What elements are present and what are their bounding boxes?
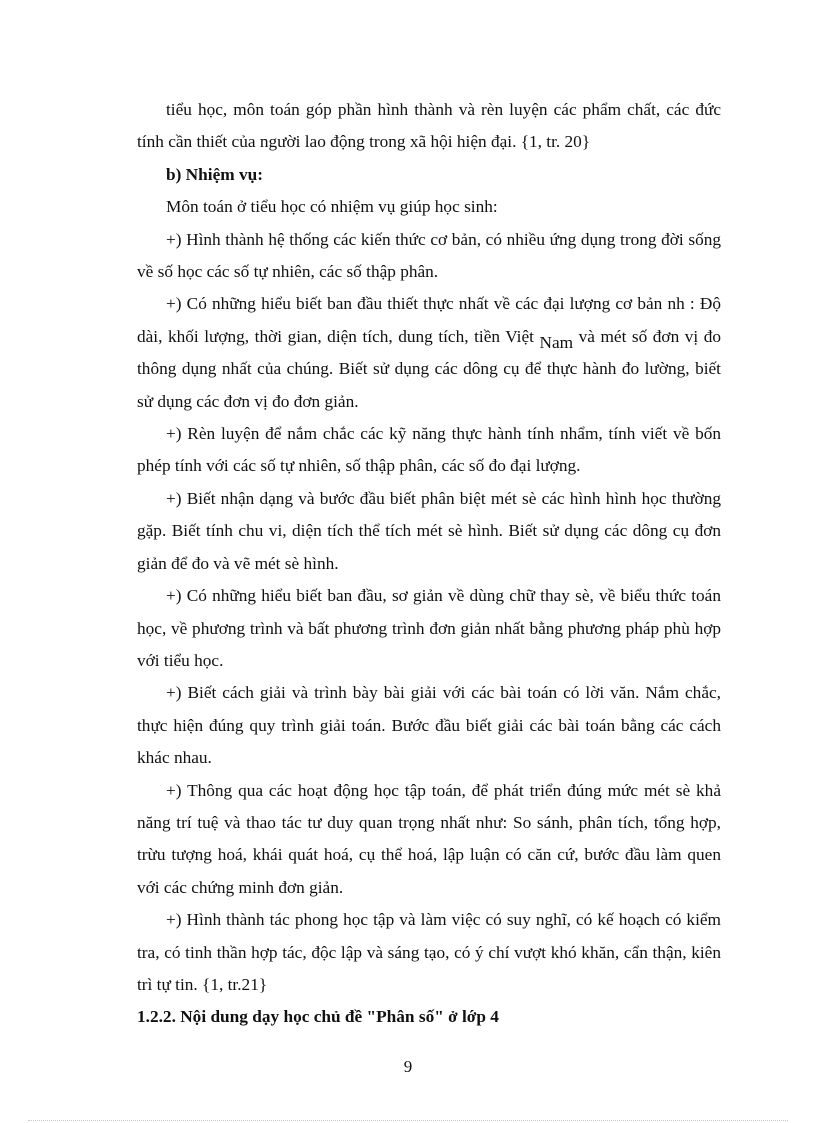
task-item-word-problems: +) Biết cách giải và trình bày bài giải với các bài toán có lời văn. Nắm chắc, thực hiện đúng quy trình giải toán. Bước đầu biết giải các bài toán bằng các cách khác nhau.	[137, 683, 721, 768]
subheading-tasks: b) Nhiệm vụ:	[166, 164, 263, 184]
section-heading-1-2-2: 1.2.2. Nội dung dạy học chủ đề "Phân số" ở lớp 4	[137, 1007, 499, 1027]
task-item-quantities-text-1: +) Có những hiểu biết ban đầu thiết thực nhất về các đại lượng cơ bản nh : Độ dài, khối lượng, thời gian, diện tích, dung tích, tiền Việt	[137, 294, 721, 346]
task-item-arithmetic: +) Rèn luyện để nắm chắc các kỹ năng thực hành tính nhẩm, tính viết về bốn phép tính với các số tự nhiên, số thập phân, các số đo đại lượng.	[137, 424, 721, 476]
paragraph-tasks-lead: Môn toán ở tiểu học có nhiệm vụ giúp học sinh:	[166, 197, 498, 217]
paragraph-intro-continuation: tiểu học, môn toán góp phần hình thành và rèn luyện các phẩm chất, các đức tính cần thiết của người lao động trong xã hội hiện đại. {1, tr. 20}	[137, 100, 721, 152]
bottom-divider	[28, 1120, 788, 1121]
page-number: 9	[403, 1057, 413, 1076]
task-item-quantities-subscript: Nam	[539, 332, 574, 352]
task-item-geometry: +) Biết nhận dạng và bước đầu biết phân biệt mét sè các hình hình học thường gặp. Biết tính chu vi, diện tích thể tích mét sè hình. Biết sử dụng các dông cụ đơn giản để đo và vẽ mét sè hình.	[137, 488, 721, 573]
task-item-knowledge: +) Hình thành hệ thống các kiến thức cơ bản, có nhiều ứng dụng trong đời sống về số học các số tự nhiên, các số thập phân.	[137, 229, 721, 282]
task-item-quantities	[137, 288, 721, 418]
task-item-habits: +) Hình thành tác phong học tập và làm việc có suy nghĩ, có kế hoạch có kiểm tra, có tinh thần hợp tác, độc lập và sáng tạo, có ý chí vượt khó khăn, cẩn thận, kiên trì tự tin. {1, tr.21}	[137, 910, 721, 994]
task-item-quantities-text-2: và mét số đơn vị đo thông dụng nhất của chúng. Biết sử dụng các dông cụ để thực hành đo lường, biết sử dụng các đơn vị đo đơn giản.	[137, 326, 722, 411]
task-item-algebra: +) Có những hiểu biết ban đầu, sơ giản về dùng chữ thay sè, về biểu thức toán học, về phương trình và bất phương trình đơn giản nhất bằng phương pháp phù hợp với tiểu học.	[137, 586, 721, 670]
body-text	[137, 94, 721, 1034]
task-item-thinking: +) Thông qua các hoạt động học tập toán, để phát triển đúng mức mét sè khả năng trí tuệ và thao tác tư duy quan trọng nhất như: So sánh, phân tích, tổng hợp, trừu tượng hoá, khái quát hoá, cụ thể hoá, lập luận có căn cứ, bước đầu làm quen với các chứng minh đơn giản.	[137, 780, 721, 897]
